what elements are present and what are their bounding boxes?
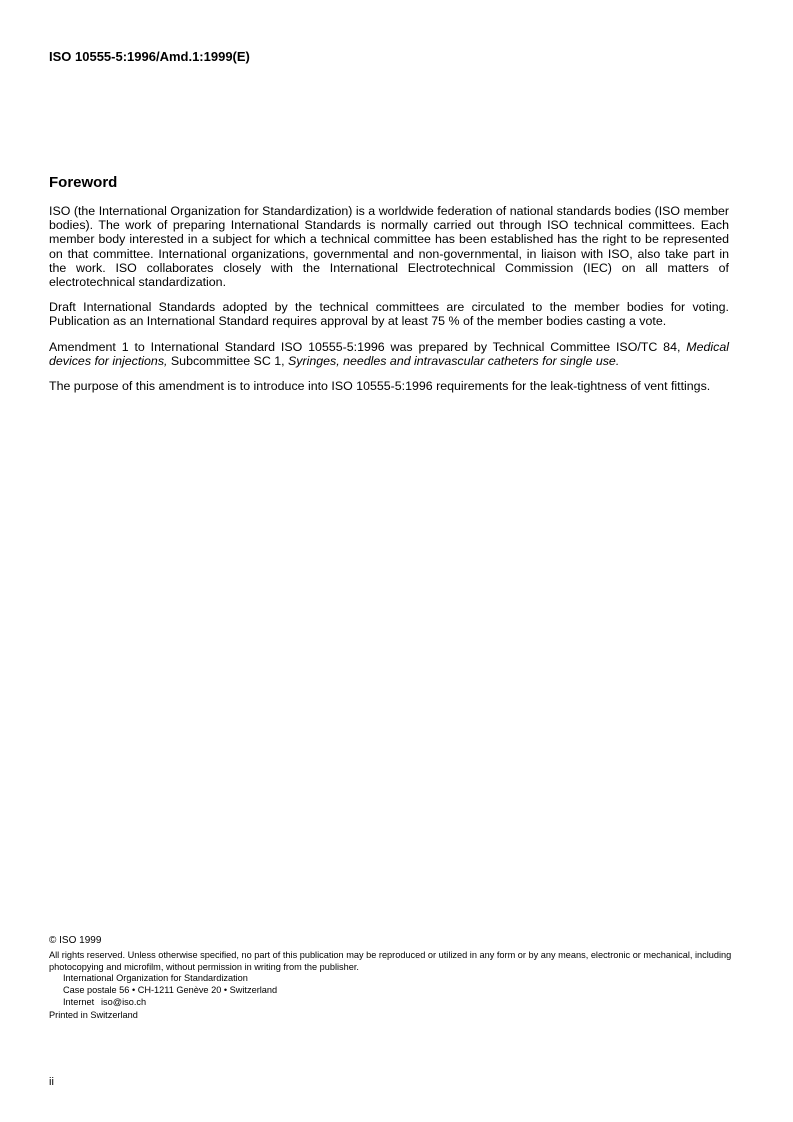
foreword-paragraph-2: Draft International Standards adopted by the technical committees are circulated to the member bodies for voting. Publication as an International Standard requires approval by at least 75 % of the member bodies casting a vote. — [49, 300, 729, 329]
foreword-paragraph-1: ISO (the International Organization for Standardization) is a worldwide federation of national standards bodies (ISO member bodies). The work of preparing International Standards is normally carried out through ISO technical committees. Each member body interested in a subject for which a technical committee has been established has the right to be represented on that committee. International organizations, governmental and non-governmental, in liaison with ISO, also take part in the work. ISO collaborates closely with the International Electrotechnical Commission (IEC) on all matters of electrotechnical standardization. — [49, 204, 729, 290]
document-id-header: ISO 10555-5:1996/Amd.1:1999(E) — [49, 49, 250, 64]
foreword-section — [49, 174, 729, 404]
copyright-block — [49, 935, 739, 1022]
internet-email: iso@iso.ch — [101, 996, 147, 1007]
foreword-paragraph-4: The purpose of this amendment is to introduce into ISO 10555-5:1996 requirements for the leak-tightness of vent fittings. — [49, 379, 711, 394]
copyright-notice: © ISO 1999 — [49, 935, 102, 946]
publisher-org: International Organization for Standardization — [63, 973, 248, 984]
para3-text-2: Subcommittee SC 1, — [167, 353, 288, 368]
para3-italic-committee: Medical devices for injections, — [49, 339, 729, 368]
foreword-title: Foreword — [49, 174, 118, 191]
printed-in: Printed in Switzerland — [49, 1009, 138, 1020]
rights-statement: All rights reserved. Unless otherwise specified, no part of this publication may be reproduced or utilized in any form or by any means, electronic or mechanical, including photocopying and microfilm, without permission in writing from the publisher. — [49, 949, 732, 972]
foreword-paragraph-3 — [49, 340, 729, 368]
publisher-address — [49, 973, 739, 1008]
para3-italic-subcommittee: Syringes, needles and intravascular catheters for single use. — [287, 353, 620, 368]
internet-label: Internet — [63, 996, 95, 1007]
page-number: ii — [49, 1076, 54, 1088]
publisher-postal: Case postale 56 • CH-1211 Genève 20 • Switzerland — [63, 985, 278, 996]
publisher-internet — [63, 997, 739, 1009]
para3-text-1: Amendment 1 to International Standard ISO 10555-5:1996 was prepared by Technical Committee ISO/TC 84, — [49, 339, 687, 354]
